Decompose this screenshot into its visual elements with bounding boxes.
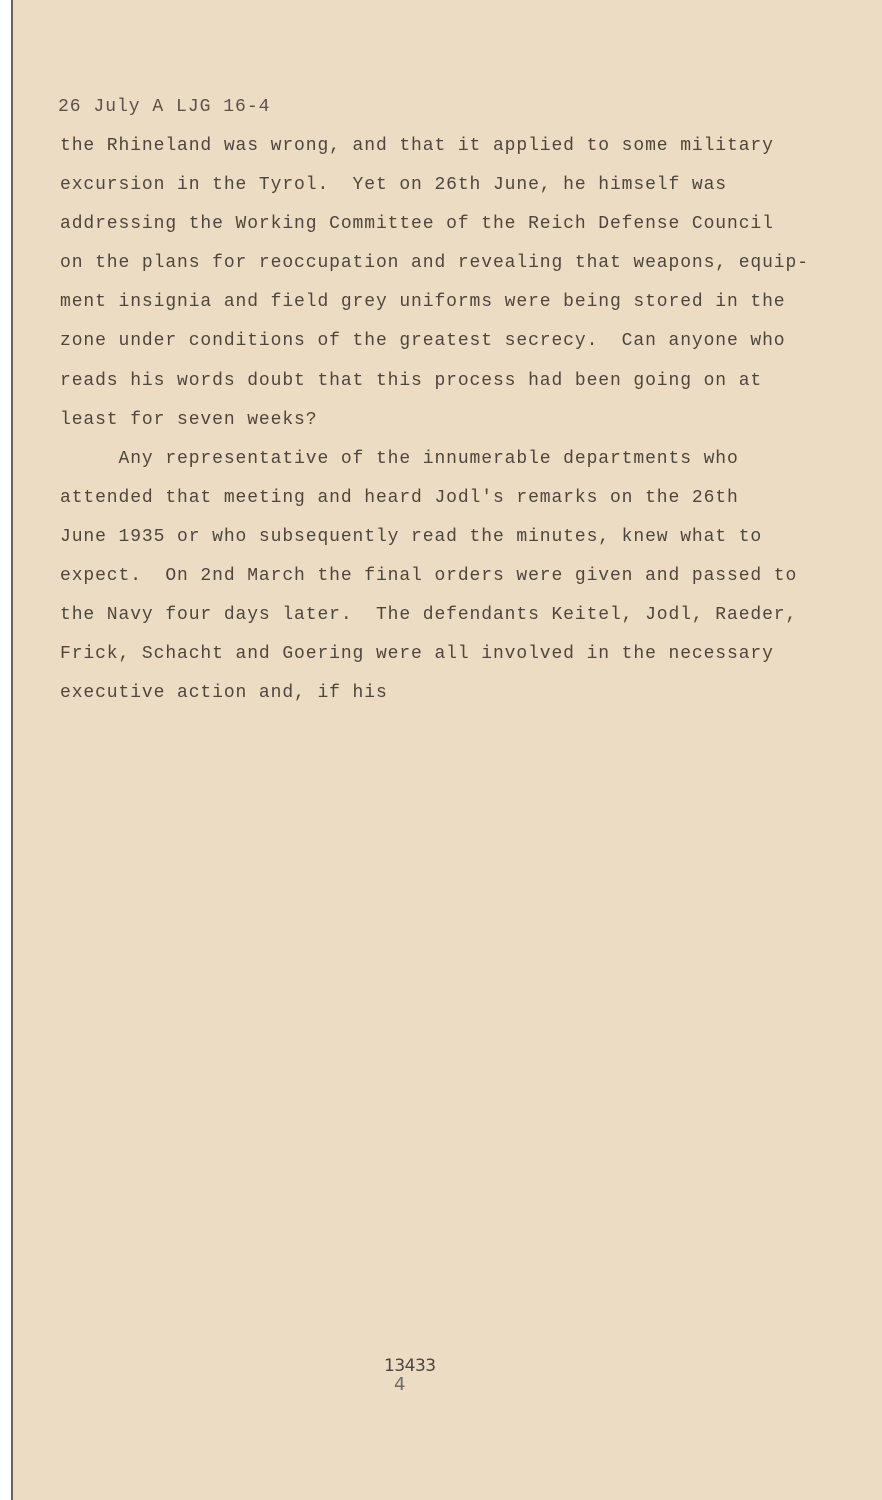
text-line: on the plans for reoccupation and revealing that weapons, equip- — [60, 253, 809, 274]
text-line: executive action and, if his — [60, 683, 388, 704]
page-number: 13433 — [384, 1356, 436, 1376]
document-header: 26 July A LJG 16-4 — [58, 97, 271, 117]
page-sub-number: 4 — [394, 1374, 406, 1395]
text-line: ment insignia and field grey uniforms were being stored in the — [60, 292, 786, 313]
text-line: the Navy four days later. The defendants Keitel, Jodl, Raeder, — [60, 605, 798, 626]
text-line: Frick, Schacht and Goering were all involved in the necessary — [60, 644, 774, 665]
text-line: excursion in the Tyrol. Yet on 26th June, he himself was — [60, 175, 727, 196]
text-line: expect. On 2nd March the final orders were given and passed to — [60, 566, 798, 587]
text-line: the Rhineland was wrong, and that it applied to some military — [60, 136, 774, 156]
text-line: zone under conditions of the greatest secrecy. Can anyone who — [60, 331, 786, 352]
text-line: June 1935 or who subsequently read the minutes, knew what to — [60, 526, 763, 547]
text-line: reads his words doubt that this process had been going on at — [60, 370, 763, 391]
text-line: Any representative of the innumerable departments who — [60, 448, 739, 469]
text-line: addressing the Working Committee of the Reich Defense Council — [60, 214, 774, 235]
page-edge-shadow — [11, 0, 13, 1500]
text-line: least for seven weeks? — [60, 409, 318, 430]
text-line: attended that meeting and heard Jodl's remarks on the 26th — [60, 487, 739, 508]
document-body — [60, 133, 820, 719]
